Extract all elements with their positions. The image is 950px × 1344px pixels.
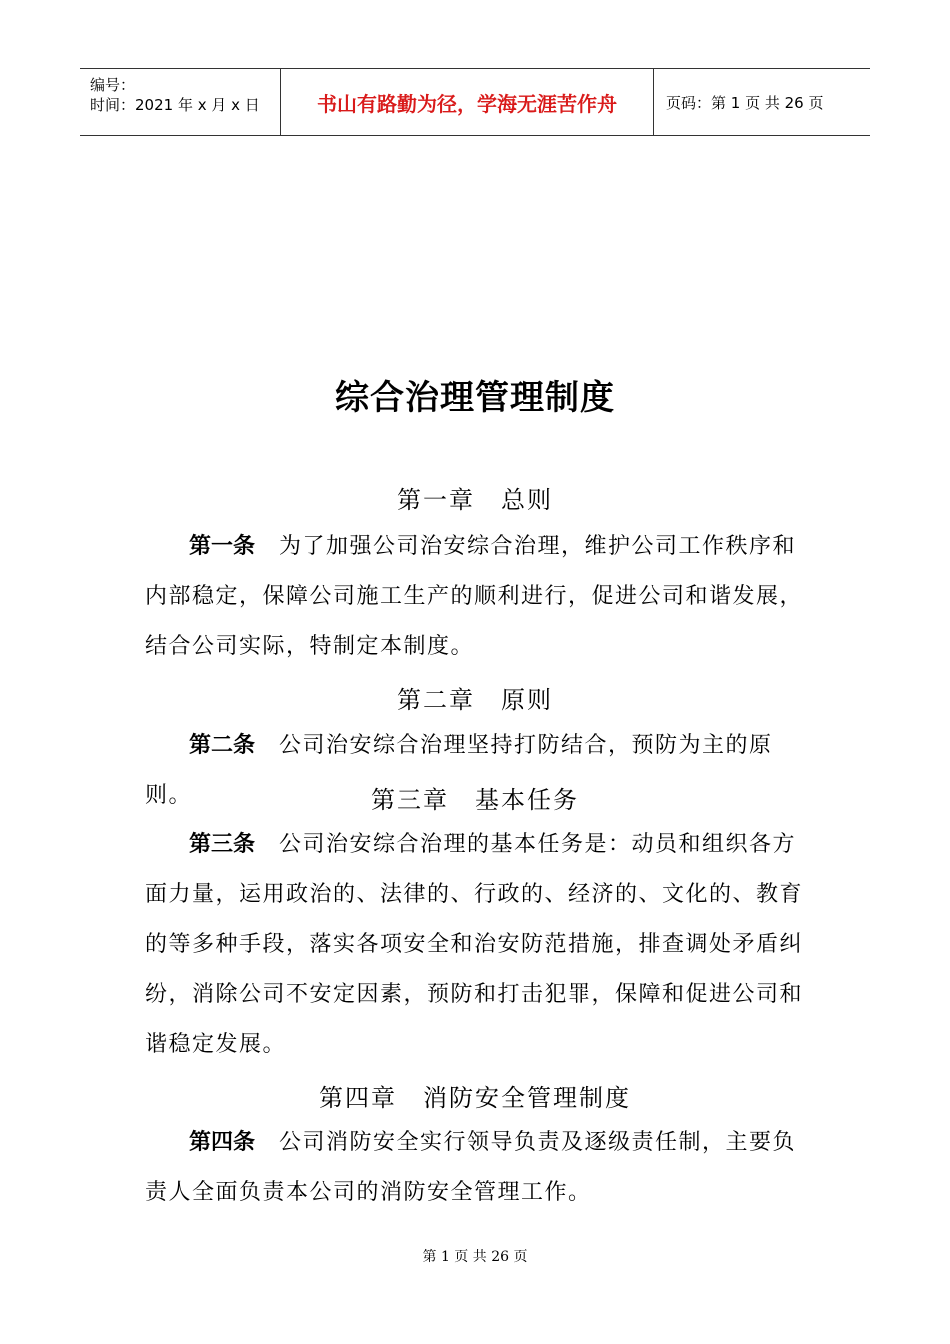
document-title: 综合治理管理制度	[335, 378, 615, 418]
article-text: 公司消防安全实行领导负责及逐级责任制，主要负责人全面负责本公司的消防安全管理工作。	[145, 1130, 797, 1205]
time-label: 时间：2021 年 x 月 x 日	[90, 96, 260, 114]
article-label: 第二条	[189, 733, 256, 758]
article-3	[145, 820, 813, 1070]
header-meta	[80, 69, 280, 135]
article-label: 第三条	[189, 832, 256, 857]
header-motto: 书山有路勤为径，学海无涯苦作舟	[280, 69, 654, 135]
article-text: 为了加强公司治安综合治理，维护公司工作秩序和内部稳定，保障公司施工生产的顺利进行，促进公司和谐发展，结合公司实际，特制定本制度。	[145, 534, 804, 659]
page-footer: 第 1 页 共 26 页	[422, 1249, 528, 1265]
page-header	[80, 68, 870, 136]
chapter-heading-1: 第一章 总则	[397, 486, 553, 514]
article-label: 第四条	[189, 1130, 256, 1155]
article-text: 公司治安综合治理坚持打防结合，预防为主的原则。	[145, 733, 773, 808]
chapter-heading-2: 第二章 原则	[397, 686, 553, 714]
article-1	[145, 522, 813, 672]
chapter-heading-4: 第四章 消防安全管理制度	[319, 1084, 631, 1112]
article-text: 公司治安综合治理的基本任务是：动员和组织各方面力量，运用政治的、法律的、行政的、经济的、文化的、教育的等多种手段，落实各项安全和治安防范措施，排查调处矛盾纠纷，消除公司不安定因素，预防和打击犯罪，保障和促进公司和谐稳定发展。	[145, 832, 804, 1057]
number-label: 编号：	[90, 76, 136, 94]
chapter-heading-3: 第三章 基本任务	[371, 786, 579, 814]
article-label: 第一条	[189, 534, 256, 559]
header-page-info: 页码：第 1 页 共 26 页	[666, 93, 824, 112]
article-4	[145, 1118, 813, 1218]
